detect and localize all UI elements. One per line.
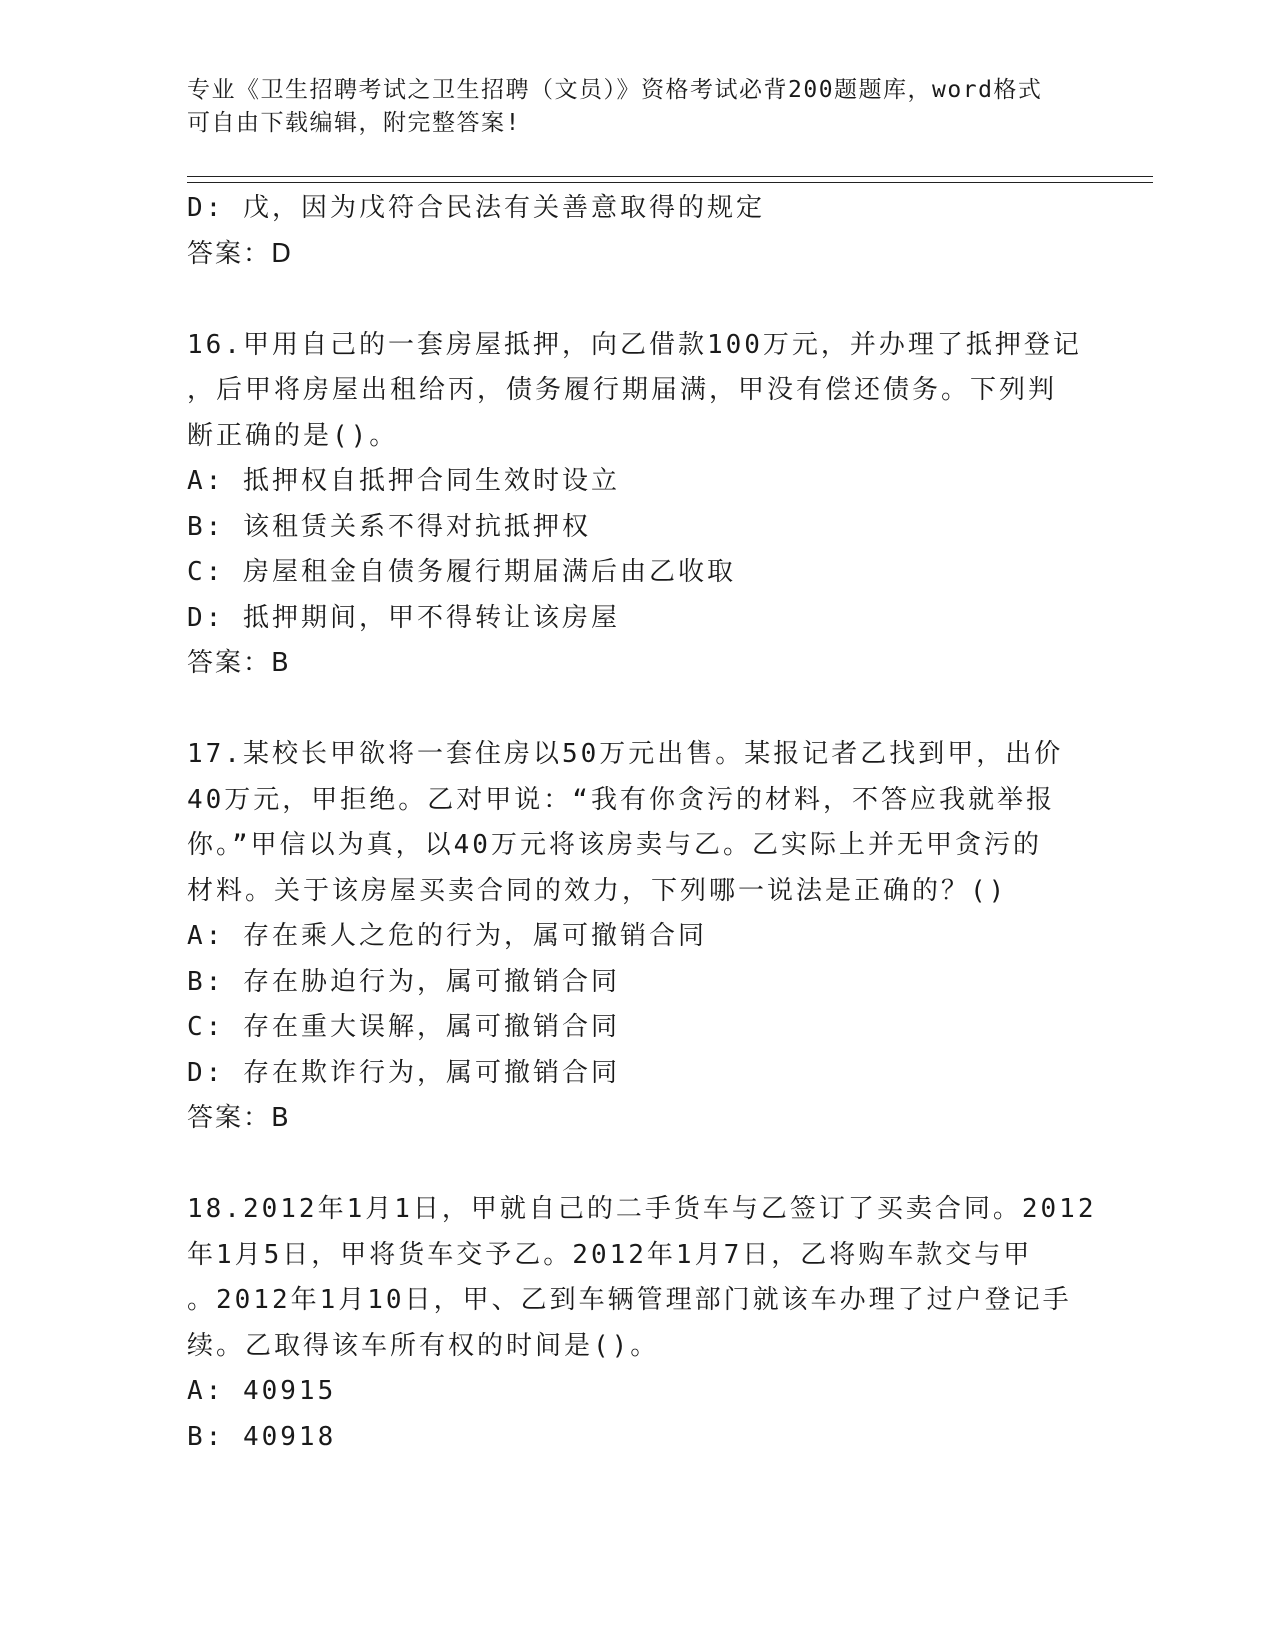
question-stem-line: 你。”甲信以为真，以40万元将该房卖与乙。乙实际上并无甲贪污的	[187, 830, 1042, 860]
option-d: D: 抵押期间，甲不得转让该房屋	[187, 602, 620, 633]
question-18	[187, 1187, 1097, 1460]
option-a: A: 40915	[187, 1376, 337, 1406]
option-a: A: 抵押权自抵押合同生效时设立	[187, 466, 620, 496]
question-stem-line: ，后甲将房屋出租给丙，债务履行期届满，甲没有偿还债务。下列判	[187, 375, 1058, 405]
spacer	[187, 277, 1087, 323]
option-c: C: 房屋租金自债务履行期届满后由乙收取	[187, 557, 736, 587]
option-c: C: 存在重大误解，属可撤销合同	[187, 1012, 620, 1042]
question-stem-line: 40万元，甲拒绝。乙对甲说：“我有你贪污的材料，不答应我就举报	[187, 784, 1055, 815]
option-a: A: 存在乘人之危的行为，属可撤销合同	[187, 921, 707, 951]
question-stem-line: 18.2012年1月1日，甲就自己的二手货车与乙签订了买卖合同。2012	[187, 1194, 1097, 1224]
answer-line: 答案：B	[187, 648, 291, 678]
spacer	[187, 1142, 1087, 1188]
option-b: B: 40918	[187, 1421, 337, 1452]
carryover-answer: 答案：D	[187, 238, 294, 269]
header-divider-bottom	[187, 182, 1153, 183]
option-d: D: 存在欺诈行为，属可撤销合同	[187, 1057, 620, 1088]
question-stem-line: 续。乙取得该车所有权的时间是()。	[187, 1330, 660, 1361]
question-16	[187, 323, 1087, 687]
page-header	[187, 74, 1067, 140]
option-b: B: 存在胁迫行为，属可撤销合同	[187, 966, 620, 997]
question-list	[187, 186, 1097, 1460]
header-title-line-2: 可自由下载编辑，附完整答案!	[187, 110, 521, 136]
question-stem-line: 。2012年1月10日，甲、乙到车辆管理部门就该车办理了过户登记手	[187, 1285, 1072, 1315]
spacer	[187, 687, 1087, 733]
question-stem-line: 16.甲用自己的一套房屋抵押，向乙借款100万元，并办理了抵押登记	[187, 329, 1082, 360]
answer-line: 答案：B	[187, 1103, 291, 1133]
question-stem-line: 17.某校长甲欲将一套住房以50万元出售。某报记者乙找到甲，出价	[187, 739, 1064, 769]
question-stem-line: 材料。关于该房屋买卖合同的效力，下列哪一说法是正确的？()	[187, 875, 1008, 906]
question-stem-line: 断正确的是()。	[187, 420, 399, 451]
question-stem-line: 年1月5日，甲将货车交予乙。2012年1月7日，乙将购车款交与甲	[187, 1239, 1033, 1270]
header-divider-top	[187, 176, 1153, 177]
question-17	[187, 732, 1087, 1142]
option-b: B: 该租赁关系不得对抗抵押权	[187, 511, 591, 542]
carryover-option-d: D: 戊，因为戊符合民法有关善意取得的规定	[187, 193, 765, 223]
header-title-line-1: 专业《卫生招聘考试之卫生招聘（文员）》资格考试必背200题题库，word格式	[187, 77, 1043, 103]
